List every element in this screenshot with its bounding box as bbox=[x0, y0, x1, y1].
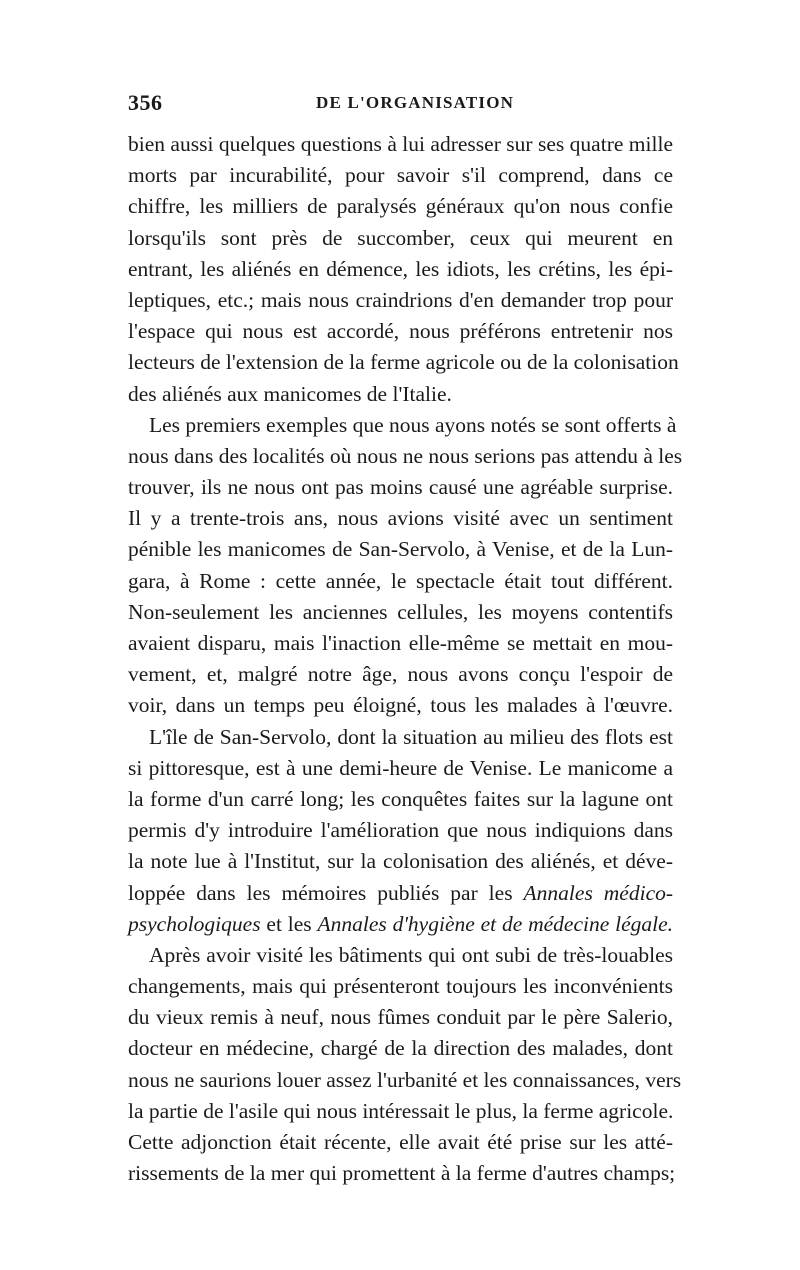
journal-title: Annales médico- bbox=[523, 880, 674, 905]
text-line: Il y a trente-trois ans, nous avions visité avec un sentiment bbox=[128, 506, 673, 531]
running-head bbox=[128, 90, 673, 120]
text-line: entrant, les aliénés en démence, les idiots, les crétins, les épi- bbox=[128, 256, 673, 281]
journal-title: psychologiques bbox=[128, 911, 261, 936]
text-line: vement, et, malgré notre âge, nous avons conçu l'espoir de bbox=[128, 662, 673, 687]
text-line: nous dans des localités où nous ne nous serions pas attendu à les bbox=[128, 443, 683, 468]
text-line: du vieux remis à neuf, nous fûmes conduit par le père Salerio, bbox=[128, 1005, 673, 1030]
text-line: gara, à Rome : cette année, le spectacle était tout différent. bbox=[128, 568, 673, 593]
text-line: leptiques, etc.; mais nous craindrions d'en demander trop pour bbox=[128, 287, 673, 312]
text-line: trouver, ils ne nous ont pas moins causé une agréable surprise. bbox=[128, 475, 673, 500]
text-line: pénible les manicomes de San-Servolo, à Venise, et de la Lun- bbox=[128, 537, 673, 562]
text-line: lorsqu'ils sont près de succomber, ceux qui meurent en bbox=[128, 225, 673, 250]
text-line: permis d'y introduire l'amélioration que nous indiquions dans bbox=[128, 818, 673, 843]
text-line: Après avoir visité les bâtiments qui ont subi de très-louables bbox=[149, 942, 673, 967]
text-line: Non-seulement les anciennes cellules, les moyens contentifs bbox=[128, 599, 673, 624]
text-line: rissements de la mer qui promettent à la ferme d'autres champs; bbox=[128, 1161, 676, 1186]
page-number: 356 bbox=[128, 90, 163, 115]
text-line: L'île de San-Servolo, dont la situation au milieu des flots est bbox=[149, 724, 673, 749]
text-line: la partie de l'asile qui nous intéressait le plus, la ferme agricole. bbox=[128, 1098, 674, 1123]
text-line: bien aussi quelques questions à lui adresser sur ses quatre mille bbox=[128, 132, 673, 156]
text-line: Les premiers exemples que nous ayons notés se sont offerts à bbox=[149, 412, 677, 437]
text-line bbox=[128, 909, 673, 940]
text-line: chiffre, les milliers de paralysés généraux qu'on nous confie bbox=[128, 194, 673, 219]
text-line: la forme d'un carré long; les conquêtes faites sur la lagune ont bbox=[128, 786, 673, 811]
text-line: Cette adjonction était récente, elle avait été prise sur les atté- bbox=[128, 1130, 673, 1154]
text-line: la note lue à l'Institut, sur la colonisation des aliénés, et déve- bbox=[128, 849, 673, 874]
text-line: lecteurs de l'extension de la ferme agricole ou de la colonisation bbox=[128, 350, 679, 375]
text-line: voir, dans un temps peu éloigné, tous les malades à l'œuvre. bbox=[128, 693, 673, 718]
text-line: l'espace qui nous est accordé, nous préférons entretenir nos bbox=[128, 319, 673, 344]
text-line: docteur en médecine, chargé de la direction des malades, dont bbox=[128, 1036, 673, 1061]
text-line: si pittoresque, est à une demi-heure de Venise. Le manicome a bbox=[128, 755, 673, 780]
text-segment: loppée dans les mémoires publiés par les bbox=[128, 880, 513, 905]
text-line: des aliénés aux manicomes de l'Italie. bbox=[128, 381, 452, 406]
body-text bbox=[128, 129, 683, 1189]
text-line bbox=[128, 878, 673, 909]
text-line: nous ne saurions louer assez l'urbanité et les connaissances, vers bbox=[128, 1067, 682, 1092]
journal-title: Annales d'hygiène et de médecine légale. bbox=[317, 911, 674, 936]
running-title: DE L'ORGANISATION bbox=[316, 93, 515, 112]
text-line: morts par incurabilité, pour savoir s'il comprend, dans ce bbox=[128, 163, 673, 188]
text-segment: et les bbox=[266, 911, 312, 936]
text-line: changements, mais qui présenteront toujours les inconvénients bbox=[128, 974, 673, 999]
text-line: avaient disparu, mais l'inaction elle-même se mettait en mou- bbox=[128, 631, 673, 655]
